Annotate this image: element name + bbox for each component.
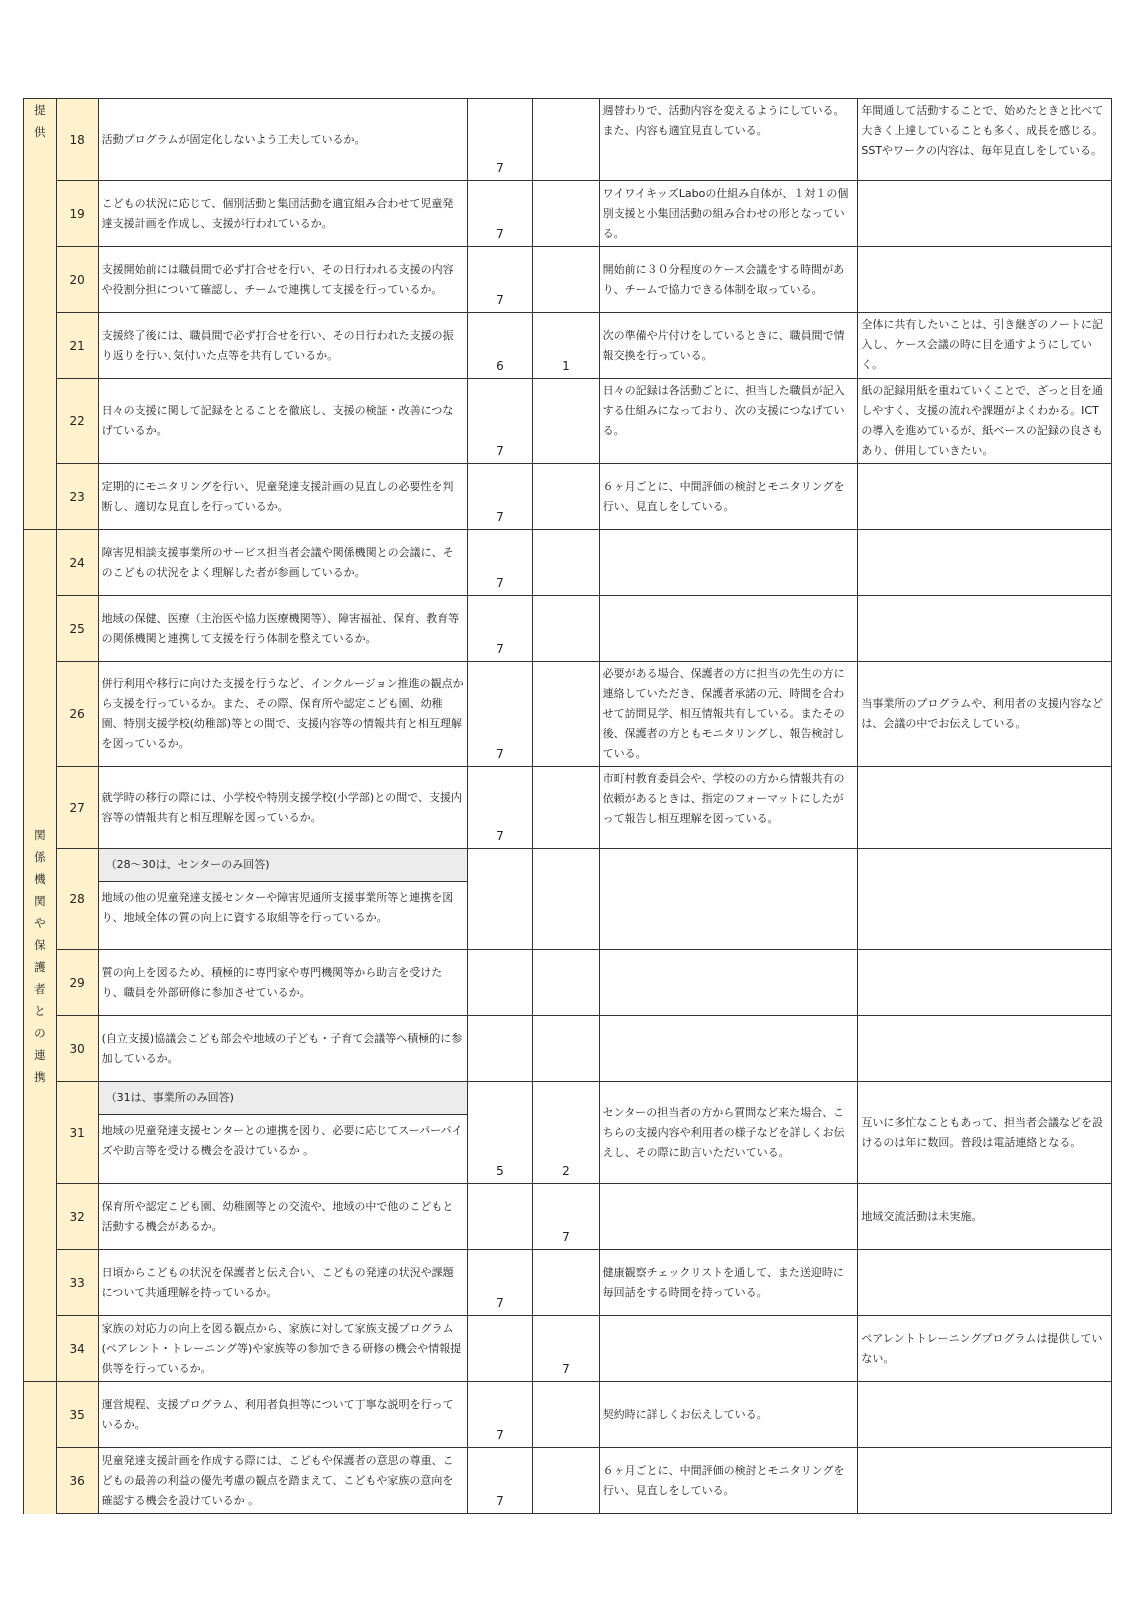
current-status-text: ６ヶ月ごとに、中間評価の検討とモニタリングを行い、見直しをしている。 [599,1448,858,1514]
improvement-plan-text: 地域交流活動は未実施。 [858,1184,1112,1250]
table-row [24,1250,1112,1316]
question-text: 地域の保健、医療（主治医や協力医療機関等）、障害福祉、保育、教育等の関係機関と連携して支援を行う体制を整えているか。 [98,596,467,662]
yes-count: 7 [467,379,532,464]
category-char: 機 [34,871,46,886]
item-number: 19 [56,181,98,247]
no-count [533,464,599,530]
item-number: 32 [56,1184,98,1250]
improvement-plan-text [858,181,1112,247]
current-status-text [599,950,858,1016]
no-count [533,849,599,950]
item-number: 35 [56,1382,98,1448]
question-text: 地域の他の児童発達支援センターや障害児通所支援事業所等と連携を図り、地域全体の質の向上に資する取組等を行っているか。 [101,891,454,924]
current-status-text: 開始前に３０分程度のケース会議をする時間があり、チームで協力できる体制を取っている。 [599,247,858,313]
table-row [24,181,1112,247]
item-number: 23 [56,464,98,530]
item-number: 22 [56,379,98,464]
yes-count [467,1184,532,1250]
no-count: 7 [533,1184,599,1250]
no-count [533,1382,599,1448]
category-char: 提 [34,103,46,117]
table-row [24,1184,1112,1250]
table-row [24,849,1112,950]
improvement-plan-text [858,767,1112,849]
no-count [533,1448,599,1514]
improvement-plan-text [858,849,1112,950]
question-text: 併行利用や移行に向けた支援を行うなど、インクルージョン推進の観点から支援を行っているか。また、その際、保育所や認定こども園、幼稚園、特別支援学校(幼稚部)等との間で、支援内容等の情報共有と相互理解を図っているか。 [98,662,467,767]
improvement-plan-text [858,950,1112,1016]
category-cell [24,99,57,530]
question-text: 保育所や認定こども園、幼稚園等との交流や、地域の中で他のこどもと活動する機会があるか。 [98,1184,467,1250]
yes-count: 7 [467,247,532,313]
no-count: 1 [533,313,599,379]
current-status-text: 日々の記録は各活動ごとに、担当した職員が記入する仕組みになっており、次の支援につなげている。 [599,379,858,464]
question-text: 障害児相談支援事業所のサービス担当者会議や関係機関との会議に、そのこどもの状況をよく理解した者が参画しているか。 [98,530,467,596]
category-char: と [34,1003,46,1018]
no-count: 2 [533,1082,599,1184]
table-row [24,99,1112,181]
item-number: 20 [56,247,98,313]
yes-count: 7 [467,1382,532,1448]
yes-count [467,849,532,950]
current-status-text [599,1184,858,1250]
category-char: 携 [34,1069,46,1084]
current-status-text [599,1316,858,1382]
yes-count: 5 [467,1082,532,1184]
item-number: 31 [56,1082,98,1184]
improvement-plan-text [858,1448,1112,1514]
yes-count: 7 [467,767,532,849]
current-status-text: 週替わりで、活動内容を変えるようにしている。また、内容も適宜見直している。 [599,99,858,181]
question-text: 支援終了後には、職員間で必ず打合せを行い、その日行われた支援の振り返りを行い､気付いた点等を共有しているか。 [98,313,467,379]
category-char: 関 [34,827,46,842]
current-status-text: 契約時に詳しくお伝えしている。 [599,1382,858,1448]
item-number: 33 [56,1250,98,1316]
no-count [533,767,599,849]
improvement-plan-text [858,596,1112,662]
current-status-text: 健康観察チェックリストを通して、また送迎時に毎回話をする時間を持っている。 [599,1250,858,1316]
yes-count: 7 [467,99,532,181]
yes-count: 6 [467,313,532,379]
yes-count: 7 [467,530,532,596]
question-text: こどもの状況に応じて、個別活動と集団活動を適宜組み合わせて児童発達支援計画を作成し、支援が行われているか。 [98,181,467,247]
current-status-text: ワイワイキッズLaboの仕組み自体が、１対１の個別支援と小集団活動の組み合わせの形となっている。 [599,181,858,247]
yes-count: 7 [467,181,532,247]
question-text: 家族の対応力の向上を図る観点から、家族に対して家族支援プログラム(ペアレント・トレーニング等)や家族等の参加できる研修の機会や情報提供等を行っているか。 [98,1316,467,1382]
item-number: 27 [56,767,98,849]
improvement-plan-text: 年間通して活動することで、始めたときと比べて大きく上達していることも多く、成長を感じる。SSTやワークの内容は、毎年見直しをしている。 [858,99,1112,181]
category-char: 連 [34,1047,46,1062]
no-count [533,662,599,767]
item-number: 24 [56,530,98,596]
category-char: や [34,915,46,930]
table-row [24,1316,1112,1382]
table-row [24,596,1112,662]
question-cell [98,849,467,950]
yes-count [467,1016,532,1082]
question-text: (自立支援)協議会こども部会や地域の子ども・子育て会議等へ積極的に参加しているか。 [98,1016,467,1082]
table-row [24,379,1112,464]
no-count [533,1250,599,1316]
answer-scope-note: （28～30は、センターのみ回答) [99,849,467,882]
improvement-plan-text [858,1382,1112,1448]
question-text: 児童発達支援計画を作成する際には、こどもや保護者の意思の尊重、こどもの最善の利益の優先考慮の観点を踏まえて、こどもや家族の意向を確認する機会を設けているか 。 [98,1448,467,1514]
item-number: 36 [56,1448,98,1514]
improvement-plan-text: ペアレントトレーニングプログラムは提供していない。 [858,1316,1112,1382]
category-char: 供 [34,125,46,139]
table-row [24,662,1112,767]
yes-count [467,1316,532,1382]
no-count [533,950,599,1016]
no-count: 7 [533,1316,599,1382]
current-status-text [599,849,858,950]
current-status-text: 市町村教育委員会や、学校のの方から情報共有の依頼があるときは、指定のフォーマットにしたがって報告し相互理解を図っている。 [599,767,858,849]
yes-count: 7 [467,1448,532,1514]
current-status-text: 必要がある場合、保護者の方に担当の先生の方に連絡していただき、保護者承諾の元、時間を合わせて訪問見学、相互情報共有している。またその後、保護者の方ともモニタリングし、報告検討している。 [599,662,858,767]
table-row [24,950,1112,1016]
question-text: 日頃からこどもの状況を保護者と伝え合い、こどもの発達の状況や課題について共通理解を持っているか。 [98,1250,467,1316]
item-number: 18 [56,99,98,181]
no-count [533,99,599,181]
question-text: 定期的にモニタリングを行い、児童発達支援計画の見直しの必要性を判断し、適切な見直しを行っているか。 [98,464,467,530]
current-status-text [599,596,858,662]
current-status-text [599,530,858,596]
item-number: 25 [56,596,98,662]
answer-scope-note: （31は、事業所のみ回答) [99,1082,467,1115]
table-row [24,247,1112,313]
question-text: 支援開始前には職員間で必ず打合せを行い、その日行われる支援の内容や役割分担について確認し、チームで連携して支援を行っているか。 [98,247,467,313]
category-char: の [34,1025,46,1040]
yes-count [467,950,532,1016]
no-count [533,530,599,596]
question-text: 地域の児童発達支援センターとの連携を図り、必要に応じてスーパーバイズや助言等を受ける機会を設けているか 。 [101,1124,463,1157]
no-count [533,1016,599,1082]
question-cell [98,1082,467,1184]
category-char: 護 [34,959,46,974]
item-number: 30 [56,1016,98,1082]
question-text: 活動プログラムが固定化しないよう工夫しているか。 [98,99,467,181]
current-status-text: ６ヶ月ごとに、中間評価の検討とモニタリングを行い、見直しをしている。 [599,464,858,530]
improvement-plan-text: 互いに多忙なこともあって、担当者会議などを設けるのは年に数回。普段は電話連絡となる。 [858,1082,1112,1184]
item-number: 26 [56,662,98,767]
category-char: 者 [34,981,46,996]
yes-count: 7 [467,464,532,530]
table-row [24,1082,1112,1184]
category-char: 保 [34,937,46,952]
evaluation-table [23,98,1112,1514]
item-number: 21 [56,313,98,379]
table-body [24,99,1112,1514]
item-number: 29 [56,950,98,1016]
yes-count: 7 [467,662,532,767]
improvement-plan-text: 紙の記録用紙を重ねていくことで、ざっと目を通しやすく、支援の流れや課題がよくわかる。ICTの導入を進めているが、紙ベースの記録の良さもあり、併用していきたい。 [858,379,1112,464]
question-text: 日々の支援に関して記録をとることを徹底し、支援の検証・改善につなげているか。 [98,379,467,464]
table-row [24,313,1112,379]
table-row [24,1016,1112,1082]
table-row [24,1382,1112,1448]
yes-count: 7 [467,1250,532,1316]
improvement-plan-text [858,464,1112,530]
table-row [24,464,1112,530]
improvement-plan-text: 当事業所のプログラムや、利用者の支援内容などは、会議の中でお伝えしている。 [858,662,1112,767]
no-count [533,247,599,313]
improvement-plan-text [858,247,1112,313]
no-count [533,596,599,662]
improvement-plan-text [858,1250,1112,1316]
table-row [24,1448,1112,1514]
category-cell [24,530,57,1382]
category-cell [24,1382,57,1514]
current-status-text: 次の準備や片付けをしているときに、職員間で情報交換を行っている。 [599,313,858,379]
item-number: 34 [56,1316,98,1382]
category-char: 関 [34,893,46,908]
improvement-plan-text [858,1016,1112,1082]
no-count [533,379,599,464]
current-status-text [599,1016,858,1082]
question-text: 就学時の移行の際には、小学校や特別支援学校(小学部)との間で、支援内容等の情報共有と相互理解を図っているか。 [98,767,467,849]
yes-count: 7 [467,596,532,662]
current-status-text: センターの担当者の方から質問など来た場合、こちらの支援内容や利用者の様子などを詳しくお伝えし、その際に助言いただいている。 [599,1082,858,1184]
improvement-plan-text: 全体に共有したいことは、引き継ぎのノートに記入し、ケース会議の時に目を通すようにしていく。 [858,313,1112,379]
category-char: 係 [34,849,46,864]
question-text: 運営規程、支援プログラム、利用者負担等について丁寧な説明を行っているか。 [98,1382,467,1448]
table-row [24,767,1112,849]
question-text: 質の向上を図るため、積極的に専門家や専門機関等から助言を受けたり、職員を外部研修に参加させているか。 [98,950,467,1016]
no-count [533,181,599,247]
item-number: 28 [56,849,98,950]
table-row [24,530,1112,596]
improvement-plan-text [858,530,1112,596]
